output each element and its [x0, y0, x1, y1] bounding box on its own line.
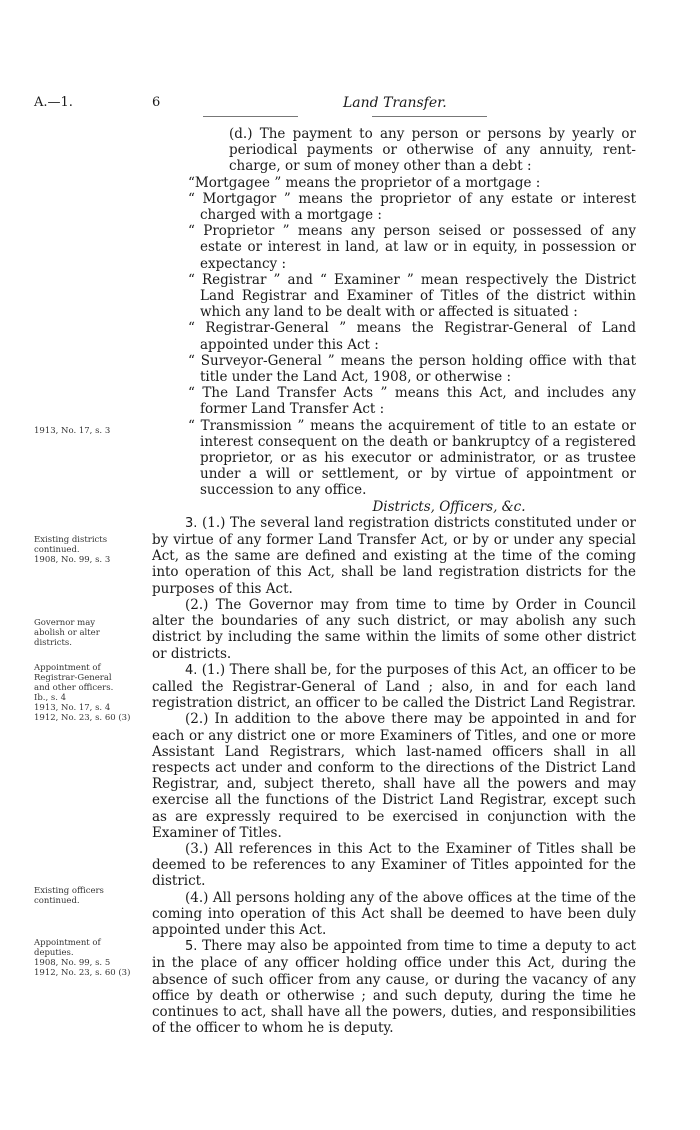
- margin-line: 1913, No. 17, s. 4: [34, 703, 111, 713]
- section-number: 5.: [185, 939, 198, 955]
- definition-mortgagee: “Mortgagee ” means the proprietor of a mortgage :: [188, 174, 541, 191]
- section-4-1: [152, 662, 636, 712]
- section-heading: Districts, Officers, &c.: [372, 498, 526, 515]
- margin-line: Ib., s. 4: [34, 693, 67, 703]
- margin-line: Appointment of: [34, 663, 101, 673]
- definition-registrar-general: “ Registrar-General ” means the Registrar-General of Land appointed under this Act :: [188, 320, 636, 353]
- margin-line: districts.: [34, 638, 72, 648]
- header-rule-left: [203, 116, 298, 117]
- section-3-1: [152, 515, 636, 597]
- header-rule-right: [372, 116, 487, 117]
- section-3-2: (2.) The Governor may from time to time by Order in Council alter the boundaries of any such district, or may abolish any such district by including the same within the limits of some other district or districts.: [152, 596, 636, 662]
- margin-line: 1908, No. 99, s. 5: [34, 958, 111, 968]
- margin-line: continued.: [34, 896, 80, 906]
- section-5: [152, 938, 636, 1036]
- definition-mortgagor: “ Mortgagor ” means the proprietor of any estate or interest charged with a mortgage :: [188, 190, 636, 224]
- section-4-4: (4.) All persons holding any of the above offices at the time of the coming into operation of this Act shall be deemed to have been duly appointed under this Act.: [152, 889, 636, 938]
- section-5-text: There may also be appointed from time to time a deputy to act in the place of any officer holding office under this Act, during the absence of such officer from any cause, or during the vacancy of any office by death or otherwise ; and such deputy, during the time he continues to act, shall have all the powers, duties, and responsibilities of the officer to whom he is deputy.: [152, 938, 637, 1037]
- definition-surveyor-general: “ Surveyor-General ” means the person holding office with that title under the Land Act, 1908, or otherwise :: [188, 352, 636, 386]
- margin-line: continued.: [34, 545, 80, 555]
- definition-registrar: “ Registrar ” and “ Examiner ” mean respectively the District Land Registrar and Examiner of Titles of the district within which any land to be dealt with or affected is situated :: [188, 271, 636, 321]
- margin-line: Registrar-General: [34, 673, 112, 683]
- definition-land-transfer-acts: “ The Land Transfer Acts ” means this Act, and includes any former Land Transfer Act :: [188, 385, 636, 418]
- main-text: [152, 126, 636, 1036]
- page-number: 6: [152, 95, 161, 110]
- margin-line: and other officers.: [34, 683, 114, 693]
- section-4-3: (3.) All references in this Act to the Examiner of Titles shall be deemed to be references to any Examiner of Titles appointed for the district.: [152, 840, 636, 890]
- margin-line: 1908, No. 99, s. 3: [34, 555, 111, 565]
- section-4-2: (2.) In addition to the above there may be appointed in and for each or any district one or more Examiners of Titles, and one or more Assistant Land Registrars, which last-named officers shall in all respects act under and conform to the directions of the District Land Registrar, and, subject thereto, shall have all the powers and may exercise all the functions of the District Land Registrar, except such as are expressly required to be exercised in conjunction with the Examiner of Titles.: [152, 711, 636, 841]
- item-d: (d.) The payment to any person or persons by yearly or periodical payments or otherwise of any annuity, rent-charge, or sum of money other than a debt :: [229, 126, 636, 175]
- running-title: Land Transfer.: [343, 95, 447, 111]
- margin-note-deputies: [34, 938, 152, 978]
- margin-line: deputies.: [34, 948, 74, 958]
- margin-line: Appointment of: [34, 938, 101, 948]
- margin-line: 1912, No. 23, s. 60 (3): [34, 968, 131, 978]
- margin-line: Governor may: [34, 618, 96, 628]
- margin-line: Existing officers: [34, 886, 104, 896]
- section-number: 3.: [185, 515, 198, 531]
- margin-note-existing-districts: [34, 535, 152, 565]
- margin-note-transmission: [34, 426, 152, 436]
- margin-note-governor: [34, 618, 152, 648]
- section-3-1-text: (1.) The several land registration districts constituted under or by virtue of any former Land Transfer Act, or by or under any special Act, as the same are defined and existing at the time of the coming into operation of this Act, shall be land registration districts for the purposes of this Act.: [152, 514, 636, 597]
- margin-line: abolish or alter: [34, 628, 100, 638]
- definition-proprietor: “ Proprietor ” means any person seised or possessed of any estate or interest in land, at law or in equity, in possession or expectancy :: [188, 223, 636, 272]
- margin-note-appointment: [34, 663, 152, 723]
- margin-note-existing-officers: [34, 886, 152, 906]
- definition-transmission: “ Transmission ” means the acquirement of title to an estate or interest consequent on the death or bankruptcy of a registered proprietor, or as his executor or administrator, or as trustee under a will or settlement, or by virtue of appointment or succession to any office.: [188, 417, 636, 499]
- margin-line: 1913, No. 17, s. 3: [34, 426, 111, 436]
- margin-line: 1912, No. 23, s. 60 (3): [34, 713, 131, 723]
- margin-line: Existing districts: [34, 535, 108, 545]
- section-number: 4.: [185, 662, 198, 678]
- section-4-1-text: (1.) There shall be, for the purposes of this Act, an officer to be called the Registrar-General of Land ; also, in and for each land registration district, an officer to be called the District Land Registrar.: [152, 661, 636, 712]
- document-reference: A.—1.: [34, 95, 73, 110]
